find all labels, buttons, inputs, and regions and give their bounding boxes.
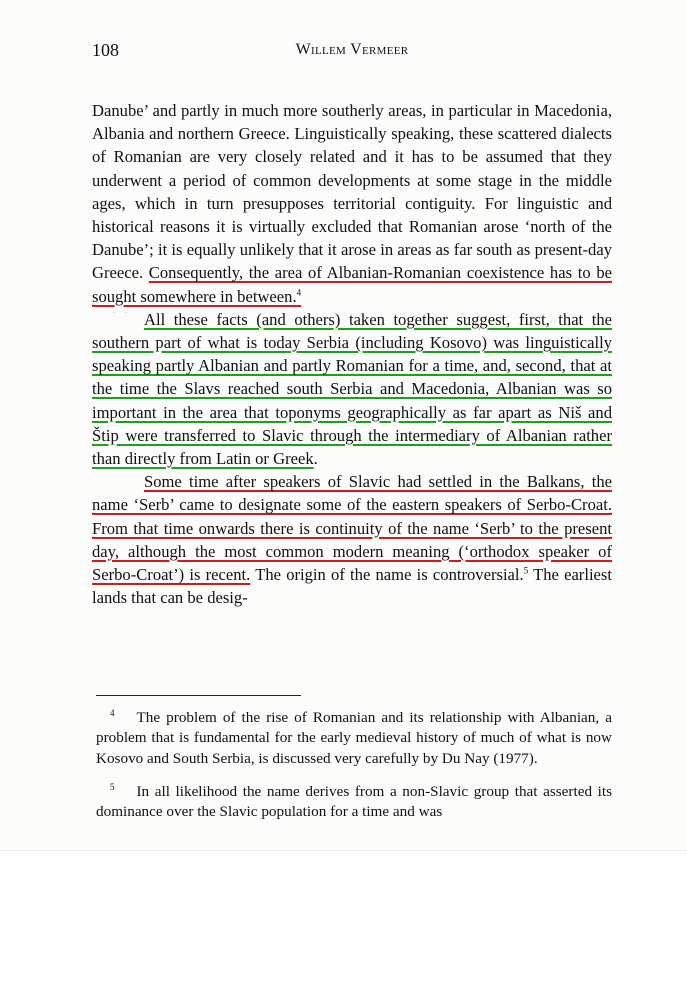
footnote-mark: 4 <box>110 707 115 718</box>
page-edge <box>0 850 687 851</box>
footnote-ref-4: 4 <box>296 287 302 298</box>
paragraph-1 <box>92 99 612 308</box>
footnote-4 <box>96 708 612 769</box>
page-number: 108 <box>92 40 119 60</box>
underlined-passage <box>92 310 612 468</box>
underlined-conclusion: Consequently, the area of Albanian-Romanian coexistence has to be sought somewhere in between.$^4$ <box>92 263 612 306</box>
highlighted-passage: All these facts (and others) taken together suggest, first, that the southern part of what is today Serbia (including Kosovo) was linguistically speaking partly Albanian and partly Romanian for a time, and, second, that at the time the Slavs reached south Serbia and Macedonia, Albanian was so important in the area that toponyms geographically as far apart as Niš and Štip were transferred to Slavic through the intermediary of Albanian rather than directly from Latin or Greek <box>92 309 612 469</box>
underlined-serb-passage: Some time after speakers of Slavic had settled in the Balkans, the name ‘Serb’ came to designate some of the eastern speakers of Serbo-Croat. From that time onwards there is continuity of the name ‘Serb’ to the present day, although the most common modern meaning (‘orthodox speaker of Serbo-Croat’) is recent. <box>92 472 612 585</box>
footnote-text: The problem of the rise of Romanian and its relationship with Albanian, a problem that is fundamental for the early medieval history of much of what is now Kosovo and South Serbia, is discussed very carefully by Du Nay (1977). <box>96 709 612 767</box>
footnote-mark: 5 <box>110 781 115 792</box>
running-head: Willem Vermeer <box>295 41 409 58</box>
paragraph-3: Some time after speakers of Slavic had settled in the Balkans, the name ‘Serb’ came to designate some of the eastern speakers of Serbo-Croat. From that time onwards there is continuity of the name ‘Serb’ to the present day, although the most common modern meaning (‘orthodox speaker of Serbo-Croat’) is recent. The origin of the name is controversial.$^5$ The earliest lands that can be desig- <box>92 472 612 608</box>
footnote-separator <box>96 695 301 696</box>
paragraph-1-text: Danube’ and partly in much more southerly areas, in particular in Macedonia, Albania and northern Greece. Linguistically speaking, these scattered dialects of Romanian are very closely related and it has to be assumed that they underwent a period of common developments at some stage in the middle ages, which in turn presupposes territorial contiguity. For linguistic and historical reasons it is virtually excluded that Romanian arose ‘north of the Danube’; it is equally unlikely that it arose in areas as far south as present-day Greece. <box>92 101 612 283</box>
paragraph-2: All these facts (and others) taken together suggest, first, that the southern part of what is today Serbia (including Kosovo) was linguistically speaking partly Albanian and partly Romanian for a time, and, second, that at the time the Slavs reached south Serbia and Macedonia, Albanian was so important in the area that toponyms geographically as far apart as Niš and Štip were transferred to Slavic through the intermediary of Albanian rather than directly from Latin or Greek. <box>92 309 612 469</box>
footnote-text: In all likelihood the name derives from a non-Slavic group that asserted its dominance over the Slavic population for a time and was <box>96 782 612 821</box>
footnotes <box>96 708 612 835</box>
footnote-ref-5: 5 <box>523 565 529 576</box>
page-header <box>92 40 612 62</box>
main-text <box>92 99 612 609</box>
footnote-5 <box>96 782 612 823</box>
